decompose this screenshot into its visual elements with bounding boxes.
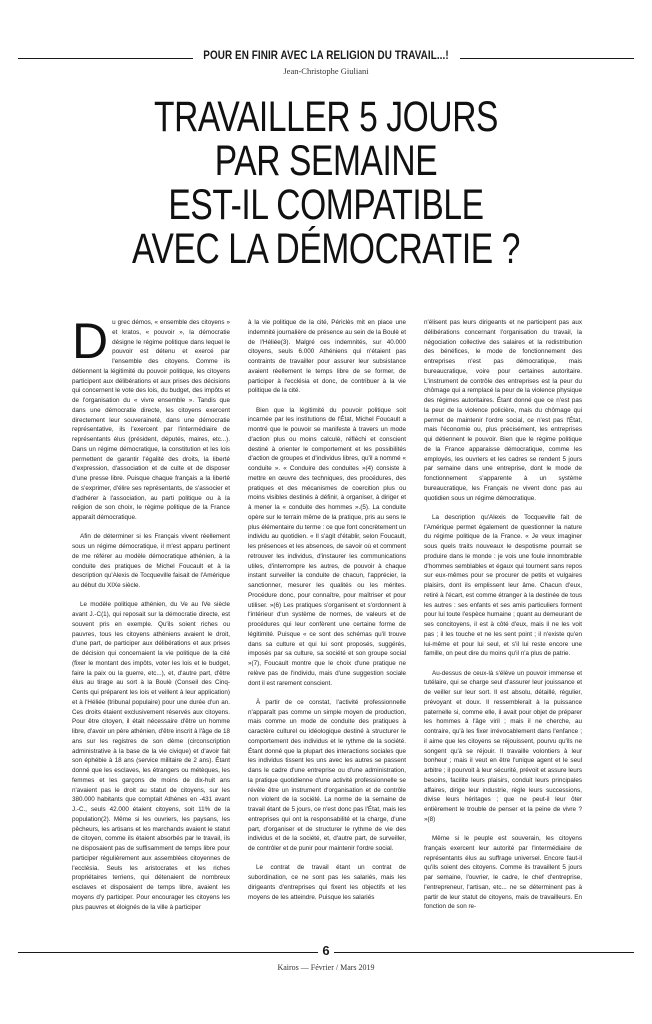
footer-rule-right (334, 952, 634, 953)
article-paragraph: Au-dessus de ceux-là s'élève un pouvoir immense et tutélaire, qui se charge seul d'assurer leur jouissance et de veiller sur leur sort. Il est absolu, détaillé, régulier, prévoyant et doux. Il ressemblerait à la puissance paternelle si, comme elle, il avait pour objet de préparer les hommes à l'âge viril ; mais il ne cherche, au contraire, qu'à les fixer irrévocablement dans l'enfance ; il aime que les citoyens se réjouissent, pourvu qu'ils ne songent qu'à se réjouir. Il travaille volontiers à leur bonheur ; mais il veut en être l'unique agent et le seul arbitre ; il pourvoit à leur sécurité, prévoit et assure leurs besoins, facilite leurs plaisirs, conduit leurs principales affaires, dirige leur industrie, règle leurs successions, divise leurs héritages ; que ne peut-il leur ôter entièrement le trouble de penser et la peine de vivre ? »(8) (424, 669, 582, 823)
article-paragraph: Le modèle politique athénien, du Ve au IVe siècle avant J.-C(1), qui reposait sur la démocratie directe, est souvent pris en exemple. Qu'ils soient riches ou pauvres, tous les citoyens athéniens avaient le droit, d'une part, de participer aux délibérations et aux prises de décision qui concernaient la vie politique de la cité (fixer le montant des impôts, voter les lois et le budget, faire la paix ou la guerre, etc...), et, d'autre part, d'être élus au tirage au sort à la Boulè (Conseil des Cinq-Cents qui préparent les lois et veillent à leur application) et à l'Héliée (tribunal populaire) pour une durée d'un an. Ces droits étaient exclusivement réservés aux citoyens. Pour être citoyen, il était nécessaire d'être un homme libre, d'avoir un père athénien, d'être inscrit à l'âge de 18 ans sur les registres de son dème (circonscription administrative à la base de la vie civique) et d'avoir fait son éphébie à 18 ans (service militaire de 2 ans). Étant donné que les esclaves, les étrangers ou métèques, les femmes et les garçons de moins de dix-huit ans n'avaient pas le droit au statut de citoyens, sur les 380.000 habitants que comptait Athènes en -431 avant J.-C., seuls 42.000 étaient citoyens, soit 11% de la population(2). Même si les ouvriers, les paysans, les pêcheurs, les artisans et les marchands avaient le statut de citoyen, comme ils étaient absorbés par le travail, ils ne disposaient pas de suffisamment de temps libre pour participer régulièrement aux assemblées citoyennes de l'ecclésia. Seuls les aristocrates et les riches propriétaires terriens, qui détenaient de nombreux esclaves et disposaient de temps libre, avaient les moyens d'y participer. Pour encourager les citoyens les plus pauvres et éloignés de la ville à participer (72, 601, 230, 911)
article-paragraph: À partir de ce constat, l'activité professionnelle n'apparaît pas comme un simple moyen de production, mais comme un mode de conduite des pratiques à caractère culturel ou idéologique destiné à structurer le comportement des individus et le rythme de la société. Étant donné que la plupart des interactions sociales que les individus tissent les uns avec les autres se passent dans le cadre d'une entreprise ou d'une administration, la pratique quotidienne d'une activité professionnelle se révèle être un instrument d'organisation et de contrôle non violent de la société. La norme de la semaine de travail étant de 5 jours, ce n'est donc pas l'État, mais les entreprises qui ont la responsabilité et la charge, d'une part, d'organiser et de structurer le rythme de vie des individus et de la société, et, d'autre part, de surveiller, de contrôler et de punir pour maintenir l'ordre social. (248, 698, 406, 852)
article-paragraph: Bien que la légitimité du pouvoir politique soit incarnée par les institutions de l'État, Michel Foucault a montré que le pouvoir se manifeste à travers un mode d'action plus ou moins calculé, réfléchi et conscient destiné à orienter le comportement et les possibilités d'action de groupes et d'individus libres, qu'il a nommé « conduite ». « Conduire des conduites »(4) consiste à mettre en œuvre des techniques, des procédures, des pratiques et des mécanismes de coercition plus ou moins visibles destinés à définir, à organiser, à diriger et à mener la « conduite des hommes ».(5). La conduite opère sur le terrain même de la pratique, pris au sens le plus élémentaire du terme : ce que font concrètement un individu au quotidien. « Il s'agit d'établir, selon Foucault, les présences et les absences, de savoir où et comment retrouver les individus, d'instaurer les communications utiles, d'interrompre les autres, de pouvoir à chaque instant surveiller la conduite de chacun, l'apprécier, la sanctionner, mesurer les qualités ou les mérites. Procédure donc, pour connaître, pour maîtriser et pour utiliser. »(6) Les pratiques s'organisent et s'ordonnent à l'intérieur d'un système de normes, de valeurs et de procédures qui leur confèrent une certaine forme de légitimité. Puisque « ce sont des schémas qu'il trouve dans sa culture et qui lui sont proposés, suggérés, imposés par sa culture, sa société et son groupe social »(7), Foucault montre que le choix d'une pratique ne relève pas de l'individu, mais d'une suggestion sociale dont il est rarement conscient. (248, 406, 406, 687)
paragraph-text: u grec démos, « ensemble des citoyens » et kratos, « pouvoir », la démocratie désigne le régime politique dans lequel le pouvoir est détenu et exercé par l'ensemble des citoyens. Comme ils détiennent la légitimité du pouvoir politique, les citoyens participent aux délibérations et aux prises des décisions qui concernent le vote des lois, du budget, des impôts et de l'organisation du « vivre ensemble ». Tandis que dans une démocratie directe, les citoyens exercent directement leur souveraineté, dans une démocratie représentative, ils l'exercent par l'intermédiaire de représentants élus (président, députés, maires, etc...). Dans un régime démocratique, la constitution et les lois permettent de garantir l'égalité des droits, la liberté d'expression, d'association et de culte et de disposer d'une presse libre. Puisque chaque français a la liberté de s'exprimer, d'élire ses représentants, de s'associer et d'adhérer à l'association, au parti politique ou à la religion de son choix, le régime politique de la France apparaît démocratique. (72, 319, 230, 521)
article-column-2 (248, 318, 406, 912)
article-headline (0, 95, 652, 271)
article-paragraph: Afin de déterminer si les Français vivent réellement sous un régime démocratique, il m'est apparu pertinent de me référer au modèle démocratique athénien, à la conduite des pratiques de Michel Foucault et à la description qu'Alexis de Tocqueville faisait de l'Amérique au début du XIXe siècle. (72, 533, 230, 589)
page-number: 6 (322, 943, 330, 958)
header-rule-right (460, 58, 634, 59)
article-paragraph: La description qu'Alexis de Tocqueville fait de l'Amérique permet également de questionner la nature du régime politique de la France. « Je veux imaginer sous quels traits nouveaux le despotisme pourrait se produire dans le monde : je vois une foule innombrable d'hommes semblables et égaux qui tournent sans repos sur eux-mêmes pour se procurer de petits et vulgaires plaisirs, dont ils emplissent leur âme. Chacun d'eux, retiré à l'écart, est comme étranger à la destinée de tous les autres : ses enfants et ses amis particuliers forment pour lui toute l'espèce humaine ; quant au demeurant de ses concitoyens, il est à côté d'eux, mais il ne les voit pas ; il les touche et ne les sent point ; il n'existe qu'en lui-même et pour lui seul, et s'il lui reste encore une famille, on peut dire du moins qu'il n'a plus de patrie. (424, 513, 582, 658)
article-column-3 (424, 318, 582, 922)
section-rubric: POUR EN FINIR AVEC LA RELIGION DU TRAVAIL...! (203, 50, 449, 62)
publication-footer: Kairos — Février / Mars 2019 (277, 963, 375, 972)
article-paragraph (72, 313, 230, 523)
footer-rule-left (18, 952, 318, 953)
headline-line: AVEC LA DÉMOCRATIE ? (132, 225, 520, 273)
article-paragraph: à la vie politique de la cité, Périclès mit en place une indemnité journalière de présence au sein de la Boulè et de l'Héliée(3). Malgré ces indemnités, sur 40.000 citoyens, seuls 6.000 Athéniens qui n'étaient pas contraints de travailler pour assurer leur subsistance avaient réellement le temps libre de se former, de participer à l'ecclésia et donc, de contribuer à la vie politique de la cité. (248, 319, 406, 395)
article-body (72, 313, 582, 938)
author-byline: Jean-Christophe Giuliani (283, 66, 369, 76)
drop-cap: D (72, 313, 109, 369)
article-paragraph: Le contrat de travail étant un contrat de subordination, ce ne sont pas les salariés, mais les dirigeants d'entreprises qui fixent les objectifs et les moyens de les atteindre. Puisque les salariés (248, 864, 406, 901)
headline-line: TRAVAILLER 5 JOURS (153, 93, 499, 141)
article-paragraph: Même si le peuple est souverain, les citoyens français exercent leur autorité par l'intermédiaire de représentants élus au suffrage universel. Encore faut-il qu'ils soient des citoyens. Comme ils travaillent 5 jours par semaine, l'ouvrier, le cadre, le chef d'entreprise, l'entrepreneur, l'artisan, etc... ne se déterminent pas à partir de leur statut de citoyens, mais de travailleurs. En fonction de son re- (424, 835, 582, 911)
headline-line: EST-IL COMPATIBLE (168, 181, 484, 229)
article-column-1 (72, 313, 230, 922)
headline-line: PAR SEMAINE (214, 137, 438, 185)
article-paragraph: n'élisent pas leurs dirigeants et ne participent pas aux délibérations concernant l'organisation du travail, la négociation collective des salaires et la redistribution des bénéfices, le mode de fonctionnement des entreprises n'est pas démocratique, mais bureaucratique, voire pour certaines autoritaire. L'instrument de contrôle des entreprises est la peur du chômage qui a remplacé la peur de la violence physique des régimes autoritaires. Étant donné que ce n'est pas la peur de la violence policière, mais du chômage qui permet de maintenir l'ordre social, ce n'est pas l'État, mais l'économie ou, plus précisément, les entreprises qui détiennent le pouvoir. Bien que le régime politique de la France apparaisse démocratique, comme les employés, les ouvriers et les cadres se rendent 5 jours par semaine dans une entreprise, dont le mode de fonctionnement s'apparente à un système bureaucratique, les Français ne vivent donc pas au quotidien sous un régime démocratique. (424, 319, 582, 502)
